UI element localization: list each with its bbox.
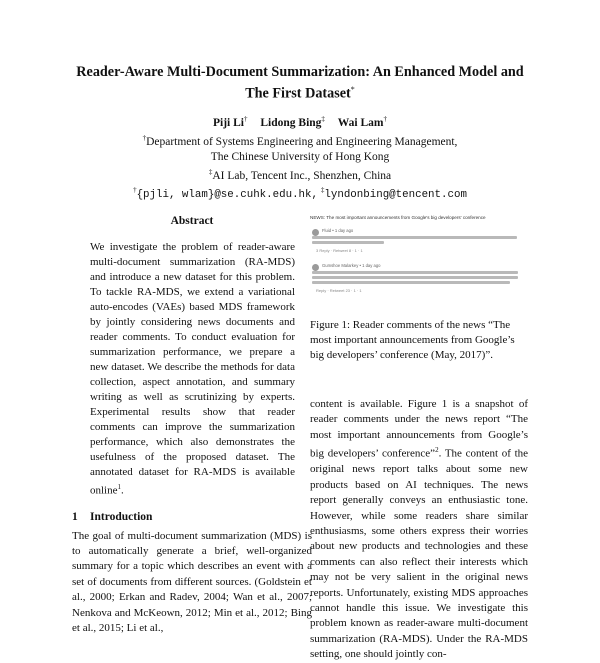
figure-news-label: NEWS: The most important announcements from Google's big developers' conference <box>310 215 486 220</box>
author-block <box>40 112 560 203</box>
commenter-name: Fluid • 1 day ago <box>322 228 354 233</box>
figure-comment-1 <box>312 228 524 262</box>
comment-meta: 3 Reply · Retweet 8 · 1 · 1 <box>316 248 363 253</box>
comment-text-line <box>312 241 384 244</box>
comment-text-line <box>312 236 517 239</box>
author-names <box>40 112 560 131</box>
section-heading-introduction: 1 Introduction <box>72 510 153 523</box>
affiliation-2: ‡AI Lab, Tencent Inc., Shenzhen, China <box>208 167 392 182</box>
author-2: Lidong Bing‡ <box>260 115 325 129</box>
email-1: {pjli, wlam}@se.cuhk.edu.hk, <box>136 189 318 202</box>
commenter-avatar <box>312 229 319 236</box>
emails: †{pjli, wlam}@se.cuhk.edu.hk, ‡lyndonbing@tencent.com <box>133 186 467 202</box>
commenter-avatar <box>312 264 319 271</box>
affiliation-1: †Department of Systems Engineering and Engineering Management, <box>142 133 458 148</box>
comment-text-line <box>312 281 510 284</box>
commenter-name: Gumshoe Malarkey • 1 day ago <box>322 263 381 268</box>
title-footnote-mark: * <box>350 85 355 94</box>
left-column <box>72 214 312 637</box>
abstract-heading: Abstract <box>170 215 214 227</box>
figure-comment-2 <box>312 263 524 303</box>
abstract-text: We investigate the problem of reader-aware multi-document summarization (RA-MDS) and introduce a new dataset for this problem. To tackle RA-MDS, we extend a variational auto-encodes (VAEs) based MDS framework by jointly considering news documents and reader comments. To conduct evaluation for summarization performance, we prepare a new dataset. We describe the methods for data collection, aspect annotation, and summary writing as well as scrutinizing by experts. Experimental results show that reader comments can improve the summarization performance, which also demonstrates the usefulness of the proposed dataset. The annotated dataset for RA-MDS is available online$^1$. <box>90 241 295 497</box>
footnote-mark-2: 2 <box>435 446 439 455</box>
author-3: Wai Lam† <box>337 115 387 129</box>
title-line-1: Reader-Aware Multi-Document Summarization: An Enhanced Model and <box>76 64 524 80</box>
comment-text-line <box>312 271 518 274</box>
title-line-2: The First Dataset <box>245 85 351 102</box>
paper-title <box>40 63 560 103</box>
right-column <box>310 214 528 663</box>
comment-text-line <box>312 276 518 279</box>
introduction-text: The goal of multi-document summarization (MDS) is to automatically generate a brief, well-organized summary for a topic which describes an event with a set of documents from different sources. (Goldstein et al., 2000; Erkan and Radev, 2004; Wan et al., 2007; Nenkova and McKeown, 2012; Min et al., 2012; Bing et al., 2015; Li et al., <box>72 529 312 635</box>
footnote-mark-1: 1 <box>117 483 121 491</box>
email-2: lyndonbing@tencent.com <box>324 189 467 202</box>
figure-1-caption: Figure 1: Reader comments of the news “The most important announcements from Google’s big developers’ conference (May, 2017)”. <box>310 319 515 361</box>
author-1: Piji Li† <box>213 115 248 129</box>
figure-1-reader-comments <box>310 214 528 304</box>
right-column-text: content is available. Figure 1 is a snapshot of reader comments under the news report “The most important announcements from Google’s big developers’ conference”$^2$. The content of the original news report talks about some new products based on AI techniques. The news report generally conveys an enthusiastic tone. However, while some readers share similar enthusiasms, some others express their worries about new products and technologies and these comments can also reflect their interests which may not be very salient in the original news reports. Unfortunately, existing MDS approaches cannot handle this issue. We investigate this problem known as reader-aware multi-document summarization (RA-MDS). Under the RA-MDS setting, one should jointly con- <box>310 398 529 661</box>
comment-meta: Reply · Retweet 23 · 1 · 1 <box>316 288 362 293</box>
affiliation-1-university: The Chinese University of Hong Kong <box>210 150 390 163</box>
